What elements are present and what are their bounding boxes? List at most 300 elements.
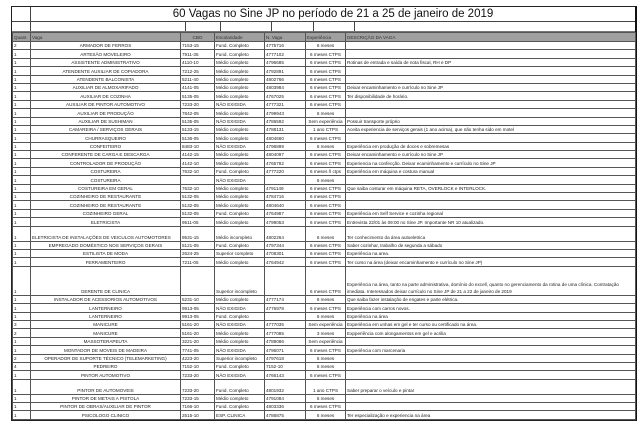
cell-experiencia[interactable]: 6 meses CTPS [306, 92, 346, 100]
cell-quant[interactable]: 1 [13, 226, 31, 241]
cell-vaga[interactable]: ATENDENTE BALCONISTA [31, 75, 181, 83]
cell-experiencia[interactable]: 6 meses [306, 142, 346, 150]
cell-descricao[interactable] [346, 100, 636, 108]
cell-escolaridade[interactable]: Médio completo [215, 201, 265, 209]
cell-descricao[interactable] [346, 201, 636, 209]
cell-vaga[interactable]: EMPREGADO DOMÉSTICO NOS SERVIÇOS GERAIS [31, 241, 181, 249]
cell-descricao[interactable]: Experiência na área, tanto na parte administrativa, domínio do excell, quanto no gerenciamento da rotina de uma clínica. Contratação imediata. Interessados deixar currículo no Sine JP de 21 a 22 de janeiro de 2019 [346, 266, 636, 295]
cell-experiencia[interactable]: 6 meses [306, 176, 346, 184]
cell-escolaridade[interactable]: Fund. Completo [215, 50, 265, 58]
cell-cbo[interactable]: 9531-15 [181, 226, 215, 241]
cell-descricao[interactable]: Deixar encaminhamento e currículo no Sine JP [346, 83, 636, 91]
cell-vaga[interactable]: AUXILIAR DE PRODUÇÃO [31, 109, 181, 117]
cell-descricao[interactable] [346, 394, 636, 402]
cell-n-vaga[interactable]: 4803984 [265, 83, 306, 91]
cell-vaga[interactable]: MANICURE [31, 320, 181, 328]
cell-vaga[interactable]: AUXILIAR DE COZINHA [31, 92, 181, 100]
cell-experiencia[interactable]: 6 meses [306, 394, 346, 402]
cell-descricao[interactable]: Experiência com carros novos. [346, 304, 636, 312]
cell-n-vaga[interactable]: 4764942 [265, 258, 306, 266]
cell-cbo[interactable]: 4142-10 [181, 159, 215, 167]
cell-escolaridade[interactable]: Fund. Completo [215, 209, 265, 217]
cell-vaga[interactable]: INSTALADOR DE ACESSORIOS AUTOMOTIVOS [31, 295, 181, 303]
cell-escolaridade[interactable]: Médio completo [215, 58, 265, 66]
cell-quant[interactable]: 1 [13, 151, 31, 159]
cell-n-vaga[interactable]: 4799943 [265, 109, 306, 117]
cell-vaga[interactable]: CONFERENTE DE CARGA E DESCARGA [31, 151, 181, 159]
cell-cbo[interactable]: 7152-10 [181, 362, 215, 370]
cell-quant[interactable]: 4 [13, 362, 31, 370]
cell-vaga[interactable]: LANTERNEIRO [31, 304, 181, 312]
cell-n-vaga[interactable]: 4791084 [265, 394, 306, 402]
cell-n-vaga[interactable]: 4777220 [265, 167, 306, 175]
cell-n-vaga[interactable]: 4777174 [265, 295, 306, 303]
cell-cbo[interactable]: 5132-05 [181, 201, 215, 209]
cell-escolaridade[interactable]: Médio incompleto [215, 226, 265, 241]
cell-cbo[interactable]: 7233-20 [181, 371, 215, 379]
cell-experiencia[interactable]: 6 meses CTPS [306, 50, 346, 58]
header-quant[interactable]: Quant [13, 33, 31, 42]
cell-experiencia[interactable]: 6 meses CTPS [306, 371, 346, 379]
cell-cbo[interactable]: 2624-25 [181, 249, 215, 257]
cell-escolaridade[interactable]: Médio completo [215, 83, 265, 91]
cell-n-vaga[interactable]: 4767025 [265, 92, 306, 100]
cell-quant[interactable]: 1 [13, 176, 31, 184]
table-row [13, 371, 636, 379]
cell-quant[interactable]: 1 [13, 304, 31, 312]
cell-experiencia[interactable]: 6 meses [306, 312, 346, 320]
cell-vaga[interactable]: COSTUREIRA [31, 167, 181, 175]
cell-cbo[interactable]: 7842-05 [181, 109, 215, 117]
cell-experiencia[interactable]: 6 meses CTPS [306, 184, 346, 192]
cell-experiencia[interactable]: 6 meses CTPS [306, 159, 346, 167]
cell-vaga[interactable]: CONTROLADOR DE PRODUÇÃO [31, 159, 181, 167]
cell-descricao[interactable] [346, 362, 636, 370]
cell-descricao[interactable]: Experiência com marcenaria [346, 346, 636, 354]
cell-cbo[interactable]: 2515-10 [181, 411, 215, 419]
cell-descricao[interactable]: Expperiência com alongamentos em gel e acrilia [346, 329, 636, 337]
cell-descricao[interactable] [346, 134, 636, 142]
cell-vaga[interactable]: ARMADOR DE FERROS [31, 42, 181, 50]
cell-vaga[interactable]: ELETRICISTA DE INSTALAÇÕES DE VEICULOS AUTOMOTORES [31, 226, 181, 241]
cell-n-vaga[interactable]: 4777321 [265, 100, 306, 108]
cell-experiencia[interactable]: 6 meses CTPS [306, 193, 346, 201]
header-descricao[interactable]: DESCRIÇÃO DA VAGA [346, 33, 636, 42]
cell-vaga[interactable]: PINTOR DE METAIS A PISTOLA [31, 394, 181, 402]
cell-cbo[interactable]: 5211-40 [181, 75, 215, 83]
blank-cell [12, 22, 31, 31]
cell-quant[interactable]: 1 [13, 92, 31, 100]
cell-vaga[interactable]: CAMAREIRA / SERVIÇOS GERAIS [31, 125, 181, 133]
cell-quant[interactable]: 1 [13, 209, 31, 217]
cell-vaga[interactable]: AUXILIAR DE ALMOXARIFADO [31, 83, 181, 91]
cell-vaga[interactable]: PSICOLOGO CLINICO [31, 411, 181, 419]
cell-descricao[interactable] [346, 176, 636, 184]
cell-vaga[interactable]: MONTADOR DE MOVEIS DE MADEIRA [31, 346, 181, 354]
cell-n-vaga[interactable]: 4802766 [265, 75, 306, 83]
cell-vaga[interactable]: ASSISTENTE ADMINISTRATIVO [31, 58, 181, 66]
cell-n-vaga[interactable]: 4788131 [265, 125, 306, 133]
cell-cbo[interactable]: 7212-25 [181, 67, 215, 75]
cell-cbo[interactable]: 4110-10 [181, 58, 215, 66]
cell-cbo[interactable]: 7211-05 [181, 258, 215, 266]
cell-cbo[interactable]: 9511-05 [181, 218, 215, 226]
cell-n-vaga[interactable]: 4796685 [265, 58, 306, 66]
cell-quant[interactable]: 1 [13, 142, 31, 150]
cell-vaga[interactable]: COZINHEIRO DE RESTAURANTE [31, 193, 181, 201]
cell-escolaridade[interactable]: Fund. Completo [215, 42, 265, 50]
cell-escolaridade[interactable]: NÃO EXIGIDA [215, 346, 265, 354]
cell-vaga[interactable]: CONFEITEIRO [31, 142, 181, 150]
header-cbo[interactable]: CBO [181, 33, 215, 42]
cell-n-vaga[interactable]: 4802264 [265, 226, 306, 241]
cell-n-vaga[interactable]: 4799053 [265, 218, 306, 226]
cell-cbo[interactable]: 4141-05 [181, 83, 215, 91]
cell-n-vaga[interactable]: 4797344 [265, 241, 306, 249]
cell-n-vaga[interactable]: 4797618 [265, 354, 306, 362]
cell-n-vaga[interactable]: 4777085 [265, 329, 306, 337]
cell-vaga[interactable]: MANICURE [31, 329, 181, 337]
cell-quant[interactable]: 1 [13, 159, 31, 167]
cell-experiencia[interactable]: 6 meses CTPS [306, 258, 346, 266]
cell-quant[interactable]: 1 [13, 75, 31, 83]
cell-experiencia[interactable]: 6 meses CTPS [306, 100, 346, 108]
cell-cbo[interactable]: 5135-05 [181, 92, 215, 100]
cell-vaga[interactable]: MASSOTERAPEUTA [31, 337, 181, 345]
cell-cbo[interactable]: 4142-15 [181, 151, 215, 159]
cell-experiencia[interactable]: Sem experiência [306, 337, 346, 345]
cell-n-vaga[interactable]: 4796899 [265, 142, 306, 150]
cell-escolaridade[interactable]: NÃO EXIGIDA [215, 117, 265, 125]
cell-vaga[interactable]: ESTILISTA DE MODA [31, 249, 181, 257]
cell-escolaridade[interactable]: Fund. Completo [215, 312, 265, 320]
cell-experiencia[interactable]: 6 meses CTPS [306, 218, 346, 226]
cell-descricao[interactable]: Que saiba fazer instalação de engates e parte elétrica. [346, 295, 636, 303]
cell-experiencia[interactable]: 6 meses [306, 354, 346, 362]
cell-cbo[interactable] [181, 176, 215, 184]
cell-escolaridade[interactable]: Médio completo [215, 159, 265, 167]
cell-n-vaga[interactable]: 4796071 [265, 346, 306, 354]
cell-escolaridade[interactable]: Superior completo [215, 249, 265, 257]
cell-n-vaga[interactable]: 4791149 [265, 184, 306, 192]
cell-vaga[interactable]: PINTOR DE AUTOMOVEIS [31, 379, 181, 394]
cell-descricao[interactable] [346, 75, 636, 83]
cell-experiencia[interactable]: 6 meses CTPS [306, 304, 346, 312]
table-row [13, 151, 636, 159]
cell-cbo[interactable]: 7166-10 [181, 403, 215, 411]
cell-descricao[interactable] [346, 337, 636, 345]
cell-n-vaga[interactable]: 4777035 [265, 320, 306, 328]
cell-experiencia[interactable]: 6 meses [306, 362, 346, 370]
cell-cbo[interactable]: 3221-20 [181, 337, 215, 345]
cell-descricao[interactable]: Ter curso na área (deixar encaminhamento e currículo no Sine JP) [346, 258, 636, 266]
cell-descricao[interactable]: Aceita experiencia de serviços gerais (1 ano acima), que não tenha sido em motel [346, 125, 636, 133]
cell-quant[interactable]: 3 [13, 320, 31, 328]
cell-quant[interactable]: 2 [13, 354, 31, 362]
cell-vaga[interactable]: CHURRASQUEIRO [31, 134, 181, 142]
cell-quant[interactable]: 1 [13, 117, 31, 125]
cell-descricao[interactable]: Experiência em Self Service e cozinha regional [346, 209, 636, 217]
cell-quant[interactable]: 1 [13, 249, 31, 257]
cell-cbo[interactable]: 7741-05 [181, 346, 215, 354]
cell-cbo[interactable]: 5161-20 [181, 329, 215, 337]
cell-quant[interactable]: 1 [13, 58, 31, 66]
header-escolaridade[interactable]: Escolaridade [215, 33, 265, 42]
cell-n-vaga[interactable]: 4801932 [265, 379, 306, 394]
cell-descricao[interactable] [346, 354, 636, 362]
cell-vaga[interactable]: ELETRICISTA [31, 218, 181, 226]
cell-quant[interactable]: 1 [13, 125, 31, 133]
cell-descricao[interactable]: Ter disponibilidade de horário. [346, 92, 636, 100]
cell-n-vaga[interactable]: 4766143 [265, 371, 306, 379]
cell-vaga[interactable]: PINTOR AUTOMOTIVO [31, 371, 181, 379]
cell-experiencia[interactable]: 6 meses CTPS [306, 67, 346, 75]
cell-experiencia[interactable]: 6 meses CTPS [306, 209, 346, 217]
cell-n-vaga[interactable]: 7152-10 [265, 362, 306, 370]
cell-experiencia[interactable]: Sem experiência [306, 117, 346, 125]
table-row [13, 209, 636, 217]
cell-escolaridade[interactable]: Médio completo [215, 125, 265, 133]
cell-experiencia[interactable]: 6 meses CTPS [306, 266, 346, 295]
cell-n-vaga[interactable] [265, 266, 306, 295]
cell-experiencia[interactable]: 1 ano CTPS [306, 379, 346, 394]
cell-quant[interactable]: 1 [13, 403, 31, 411]
cell-experiencia[interactable]: 6 meses CTPS [306, 201, 346, 209]
cell-vaga[interactable]: LANTERNEIRO [31, 312, 181, 320]
cell-experiencia[interactable]: 6 meses [306, 42, 346, 50]
cell-escolaridade[interactable]: Médio completo [215, 92, 265, 100]
cell-cbo[interactable]: 5132-05 [181, 193, 215, 201]
cell-quant[interactable]: 1 [13, 83, 31, 91]
cell-escolaridade[interactable]: ESP. CLINICA [215, 411, 265, 419]
cell-quant[interactable]: 1 [13, 295, 31, 303]
cell-escolaridade[interactable]: Fund. Completo [215, 362, 265, 370]
cell-quant[interactable]: 1 [13, 411, 31, 419]
cell-experiencia[interactable]: 6 meses [306, 226, 346, 241]
cell-quant[interactable]: 1 [13, 241, 31, 249]
cell-vaga[interactable]: PINTOR DE OBRAS/AUXILIAR DE PINTOR [31, 403, 181, 411]
header-experiencia[interactable]: Experiência [306, 33, 346, 42]
cell-experiencia[interactable]: 6 meses CTPS [306, 58, 346, 66]
cell-quant[interactable]: 1 [13, 184, 31, 192]
cell-quant[interactable]: 1 [13, 258, 31, 266]
cell-escolaridade[interactable]: Médio completo [215, 67, 265, 75]
cell-descricao[interactable]: Entrevista 22/01 às 09:00 no Sine JP. Importante NR 10 atualizado. [346, 218, 636, 226]
cell-n-vaga[interactable]: 4803336 [265, 403, 306, 411]
cell-descricao[interactable]: Deixar encaminhamento e currículo no Sine JP [346, 151, 636, 159]
cell-escolaridade[interactable]: Médio completo [215, 151, 265, 159]
cell-n-vaga[interactable]: 4786875 [265, 411, 306, 419]
cell-descricao[interactable]: Rotinas de entrada e saída de nota fiscal, RH e DP [346, 58, 636, 66]
cell-experiencia[interactable]: 6 meses CTPS [306, 241, 346, 249]
cell-cbo[interactable]: 7233-20 [181, 379, 215, 394]
cell-escolaridade[interactable]: NÃO EXIGIDA [215, 304, 265, 312]
cell-descricao[interactable]: Experiência em unhas em gel e ter curso ou certificado na área. [346, 320, 636, 328]
cell-n-vaga[interactable]: 4789086 [265, 337, 306, 345]
cell-escolaridade[interactable]: Fund. Completo [215, 167, 265, 175]
cell-quant[interactable]: 1 [13, 379, 31, 394]
cell-escolaridade[interactable]: Fund. Completo [215, 379, 265, 394]
blank-cell [355, 22, 635, 31]
cell-escolaridade[interactable]: Médio completo [215, 75, 265, 83]
cell-descricao[interactable]: Possuir transporte próprio [346, 117, 636, 125]
cell-experiencia[interactable]: 6 meses CTPS [306, 346, 346, 354]
cell-quant[interactable]: 2 [13, 42, 31, 50]
cell-quant[interactable]: 1 [13, 394, 31, 402]
cell-descricao[interactable]: Experiência na area. [346, 249, 636, 257]
cell-quant[interactable]: 1 [13, 109, 31, 117]
cell-quant[interactable]: 1 [13, 193, 31, 201]
cell-cbo[interactable]: 7632-10 [181, 184, 215, 192]
cell-cbo[interactable]: 7632-10 [181, 167, 215, 175]
cell-n-vaga[interactable]: 4784716 [265, 193, 306, 201]
cell-escolaridade[interactable]: Médio completo [215, 184, 265, 192]
cell-escolaridade[interactable]: Médio completo [215, 258, 265, 266]
spreadsheet [11, 6, 637, 421]
cell-experiencia[interactable]: 1 ano CTPS [306, 125, 346, 133]
cell-experiencia[interactable]: 3 meses [306, 329, 346, 337]
cell-cbo[interactable]: 5231-10 [181, 295, 215, 303]
cell-descricao[interactable] [346, 371, 636, 379]
cell-vaga[interactable]: AUXILIAR DE SUSHIMAN [31, 117, 181, 125]
cell-quant[interactable]: 1 [13, 201, 31, 209]
cell-quant[interactable]: 1 [13, 67, 31, 75]
cell-quant[interactable]: 1 [13, 167, 31, 175]
cell-n-vaga[interactable] [265, 312, 306, 320]
cell-escolaridade[interactable]: Fund. Completo [215, 241, 265, 249]
cell-escolaridade[interactable]: Médio completo [215, 329, 265, 337]
cell-quant[interactable]: 1 [13, 218, 31, 226]
cell-quant[interactable]: 1 [13, 134, 31, 142]
cell-quant[interactable]: 1 [13, 266, 31, 295]
cell-cbo[interactable]: 5121-05 [181, 241, 215, 249]
cell-vaga[interactable]: AUXILIAR DE PINTOR AUTOMOTIVO [31, 100, 181, 108]
cell-descricao[interactable] [346, 193, 636, 201]
cell-experiencia[interactable]: 6 meses [306, 109, 346, 117]
cell-quant[interactable]: 1 [13, 337, 31, 345]
cell-escolaridade[interactable]: Médio completo [215, 134, 265, 142]
cell-vaga[interactable]: COSTUREIRA [31, 176, 181, 184]
cell-experiencia[interactable]: Sem experiência [306, 320, 346, 328]
cell-escolaridade[interactable]: Médio completo [215, 218, 265, 226]
cell-vaga[interactable]: ARTESÃO MOVELEIRO [31, 50, 181, 58]
cell-cbo[interactable]: 7233-15 [181, 394, 215, 402]
cell-escolaridade[interactable]: Médio completo [215, 337, 265, 345]
cell-escolaridade[interactable]: Superior incompleto [215, 354, 265, 362]
cell-quant[interactable]: 2 [13, 329, 31, 337]
cell-cbo[interactable]: 5136-05 [181, 134, 215, 142]
cell-cbo[interactable]: 5161-20 [181, 320, 215, 328]
cell-escolaridade[interactable]: Médio completo [215, 109, 265, 117]
cell-vaga[interactable]: COSTUREIRA EM GERAL [31, 184, 181, 192]
cell-descricao[interactable]: Experiência em produção de doces e sobremesas [346, 142, 636, 150]
cell-escolaridade[interactable]: NÃO EXIGIDA [215, 371, 265, 379]
cell-n-vaga[interactable]: 4776978 [265, 304, 306, 312]
cell-cbo[interactable]: 5132-05 [181, 209, 215, 217]
cell-escolaridade[interactable]: Médio completo [215, 394, 265, 402]
cell-escolaridade[interactable]: Superior incompleto [215, 266, 265, 295]
cell-experiencia[interactable]: 6 meses ñ ctps [306, 167, 346, 175]
cell-quant[interactable]: 1 [13, 50, 31, 58]
cell-descricao[interactable]: Experiencia na confecção. Deixar ecaminhamento e currículo no Sine JP [346, 159, 636, 167]
cell-escolaridade[interactable]: NÃO EXIGIDA [215, 320, 265, 328]
cell-escolaridade[interactable]: NÃO EXIGIDA [215, 100, 265, 108]
cell-experiencia[interactable]: 6 meses CTPS [306, 249, 346, 257]
cell-n-vaga[interactable]: 4804097 [265, 151, 306, 159]
cell-cbo[interactable]: 5135-05 [181, 117, 215, 125]
cell-vaga[interactable]: GERENTE DE CLINICA [31, 266, 181, 295]
cell-descricao[interactable] [346, 50, 636, 58]
cell-vaga[interactable]: COZINHEIRO DE RESTAURANTE [31, 201, 181, 209]
cell-descricao[interactable]: Saber cozinhar, trabalho de segunda a sábado [346, 241, 636, 249]
cell-cbo[interactable]: 8483-10 [181, 142, 215, 150]
cell-n-vaga[interactable]: 4804640 [265, 201, 306, 209]
cell-cbo[interactable]: 5133-15 [181, 125, 215, 133]
cell-vaga[interactable]: ATENDENTE AUXILIAR DE COPIADORA [31, 67, 181, 75]
cell-n-vaga[interactable]: 4765782 [265, 159, 306, 167]
cell-cbo[interactable]: 7911-35 [181, 50, 215, 58]
cell-descricao[interactable] [346, 67, 636, 75]
cell-n-vaga[interactable]: 4786592 [265, 117, 306, 125]
cell-vaga[interactable]: OPERADOR DE SUPORTE TÉCNICO (TELEMARKETING) [31, 354, 181, 362]
cell-escolaridade[interactable]: Fund. Completo [215, 403, 265, 411]
cell-descricao[interactable]: Saber preparar o veículo e pintar [346, 379, 636, 394]
cell-experiencia[interactable]: 6 meses [306, 411, 346, 419]
cell-descricao[interactable]: Experiência em máquina e costura manual [346, 167, 636, 175]
cell-n-vaga[interactable]: 4775716 [265, 42, 306, 50]
cell-quant[interactable]: 1 [13, 100, 31, 108]
cell-cbo[interactable]: 9913-05 [181, 312, 215, 320]
cell-experiencia[interactable]: 6 meses CTPS [306, 151, 346, 159]
cell-escolaridade[interactable]: NÃO EXIGIDA [215, 176, 265, 184]
cell-quant[interactable]: 1 [13, 371, 31, 379]
cell-vaga[interactable]: PEDREIRO [31, 362, 181, 370]
cell-cbo[interactable]: 7153-15 [181, 42, 215, 50]
cell-cbo[interactable]: 4223-20 [181, 354, 215, 362]
cell-n-vaga[interactable]: 4804660 [265, 134, 306, 142]
cell-experiencia[interactable]: 6 meses CTPS [306, 83, 346, 91]
cell-cbo[interactable] [181, 266, 215, 295]
cell-descricao[interactable]: Ter conhecimento da área autoeletrica [346, 226, 636, 241]
header-n-vaga[interactable]: N. Vaga [265, 33, 306, 42]
cell-experiencia[interactable]: 6 meses CTPS [306, 75, 346, 83]
cell-experiencia[interactable]: 6 meses CTPS [306, 403, 346, 411]
cell-n-vaga[interactable]: 4777102 [265, 50, 306, 58]
table-row [13, 167, 636, 175]
cell-descricao[interactable] [346, 109, 636, 117]
cell-experiencia[interactable]: 6 meses CTPS [306, 134, 346, 142]
cell-descricao[interactable] [346, 42, 636, 50]
cell-n-vaga[interactable]: 4708301 [265, 249, 306, 257]
cell-cbo[interactable]: 7233-20 [181, 100, 215, 108]
cell-quant[interactable]: 1 [13, 312, 31, 320]
cell-escolaridade[interactable]: Médio completo [215, 193, 265, 201]
header-vaga[interactable]: Vaga [31, 33, 181, 42]
cell-vaga[interactable]: COZINHEIRO GERAL [31, 209, 181, 217]
cell-vaga[interactable]: FERRAMENTEIRO [31, 258, 181, 266]
cell-n-vaga[interactable]: 4764987 [265, 209, 306, 217]
cell-quant[interactable]: 1 [13, 346, 31, 354]
cell-cbo[interactable]: 9913-05 [181, 304, 215, 312]
cell-escolaridade[interactable]: Médio completo [215, 295, 265, 303]
cell-n-vaga[interactable]: 4792891 [265, 67, 306, 75]
cell-escolaridade[interactable]: NÃO EXIGIDA [215, 142, 265, 150]
cell-descricao[interactable]: Experiência na área [346, 312, 636, 320]
cell-descricao[interactable]: Que saiba costurar em máquina RETA, OVERLOCK e INTERLOCK. [346, 184, 636, 192]
cell-n-vaga[interactable] [265, 176, 306, 184]
cell-experiencia[interactable]: 6 meses [306, 295, 346, 303]
cell-descricao[interactable]: Ter especialização e experiencia na área [346, 411, 636, 419]
